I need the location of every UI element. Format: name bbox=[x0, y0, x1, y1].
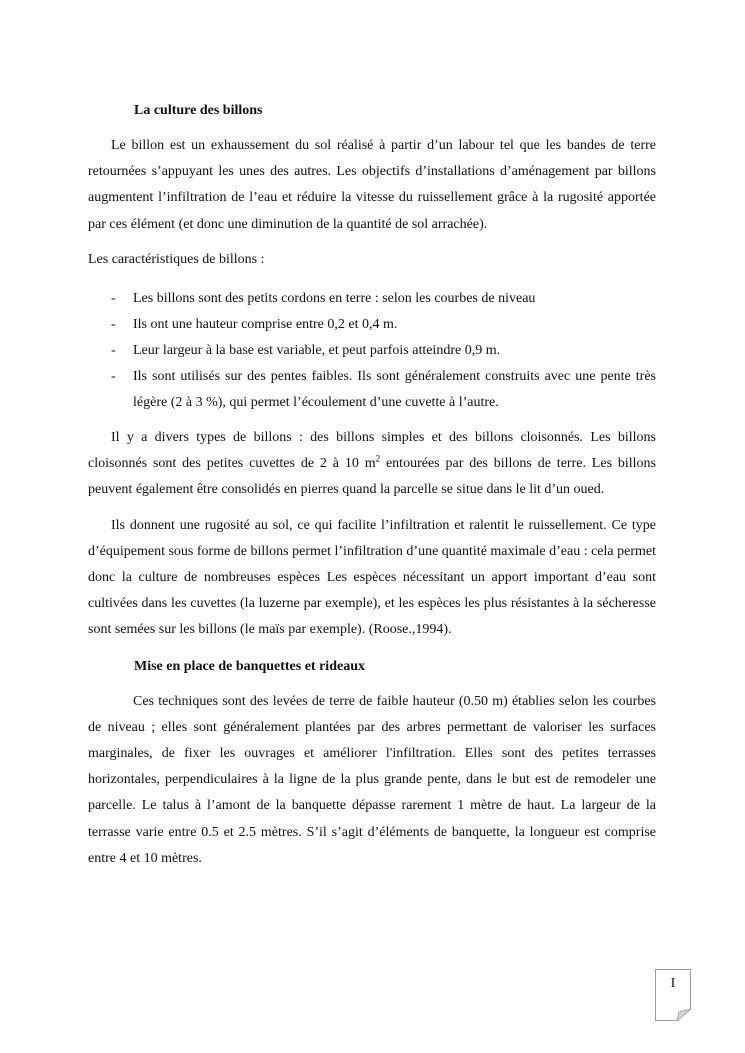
paragraph-billon-definition: Le billon est un exhaussement du sol réalisé à partir d’un labour tel que les bandes de terre retournées s’appuyant les unes des autres. Les objectifs d’installations d’aménagement par billons augmentent l’infiltration de l’eau et réduire la vitesse du ruissellement grâce à la rugosité apportée par ces élément (et donc une diminution de la quantité de sol arrachée). bbox=[88, 138, 656, 232]
list-item-text: Ils ont une hauteur comprise entre 0,2 et 0,4 m. bbox=[133, 317, 398, 333]
paragraph-billon-types bbox=[88, 425, 656, 504]
page-number: I bbox=[670, 976, 676, 991]
list-item-text: Leur largeur à la base est variable, et peut parfois atteindre 0,9 m. bbox=[133, 343, 501, 359]
list-item-text: Les billons sont des petits cordons en terre : selon les courbes de niveau bbox=[133, 291, 536, 307]
list-item bbox=[88, 364, 656, 416]
paragraph-text: Il y a divers types de billons : des billons simples et des billons cloisonnés. Les billons cloisonnés sont des petites cuvettes de 2 à 10 m bbox=[88, 430, 656, 472]
paragraph-text: entourées par des billons de terre. Les billons peuvent également être consolidés en pierres quand la parcelle se situe dans le lit d’un oued. bbox=[88, 456, 656, 498]
bullet-dash: - bbox=[111, 317, 116, 333]
list-item bbox=[88, 286, 656, 312]
bullet-dash: - bbox=[111, 369, 116, 385]
document-page bbox=[88, 88, 656, 872]
list-item bbox=[88, 338, 656, 364]
paragraph-banquettes-description: Ces techniques sont des levées de terre de faible hauteur (0.50 m) établies selon les courbes de niveau ; elles sont généralement plantées par des arbres permettant de valoriser les surfaces marginales, de fixer les ouvrages et améliorer l'infiltration. Elles sont des petites terrasses horizontales, perpendiculaires à la ligne de la plus grande pente, dans le but est de remodeler une parcelle. Le talus à l’amont de la banquette dépasse rarement 1 mètre de haut. La largeur de la terrasse varie entre 0.5 et 2.5 mètres. S’il s’agit d’éléments de banquette, la longueur est comprise entre 4 et 10 mètres. bbox=[88, 693, 656, 866]
bullet-dash: - bbox=[111, 291, 116, 307]
paragraph-list-intro: Les caractéristiques de billons : bbox=[88, 251, 265, 267]
section-heading-banquettes: Mise en place de banquettes et rideaux bbox=[134, 658, 365, 674]
list-item-text: Ils sont utilisés sur des pentes faibles. Ils sont généralement construits avec une pente très légère (2 à 3 %), qui permet l’écoulement d’une cuvette à l’autre. bbox=[133, 369, 656, 411]
superscript: 2 bbox=[375, 453, 381, 464]
bullet-dash: - bbox=[111, 343, 116, 359]
section-heading-billons: La culture des billons bbox=[134, 103, 263, 118]
page-curl-icon bbox=[677, 1009, 691, 1021]
characteristics-list bbox=[88, 286, 656, 416]
list-item bbox=[88, 312, 656, 338]
page-number-box bbox=[655, 969, 691, 1021]
paragraph-billon-benefits: Ils donnent une rugosité au sol, ce qui facilite l’infiltration et ralentit le ruissellement. Ce type d’équipement sous forme de billons permet l’infiltration d’une quantité maximale d’eau : cela permet donc la culture de nombreuses espèces Les espèces nécessitant un apport important d’eau sont cultivées dans les cuvettes (la luzerne par exemple), et les espèces les plus résistantes à la sécheresse sont semées sur les billons (le maïs par exemple). (Roose.,1994). bbox=[88, 517, 656, 638]
